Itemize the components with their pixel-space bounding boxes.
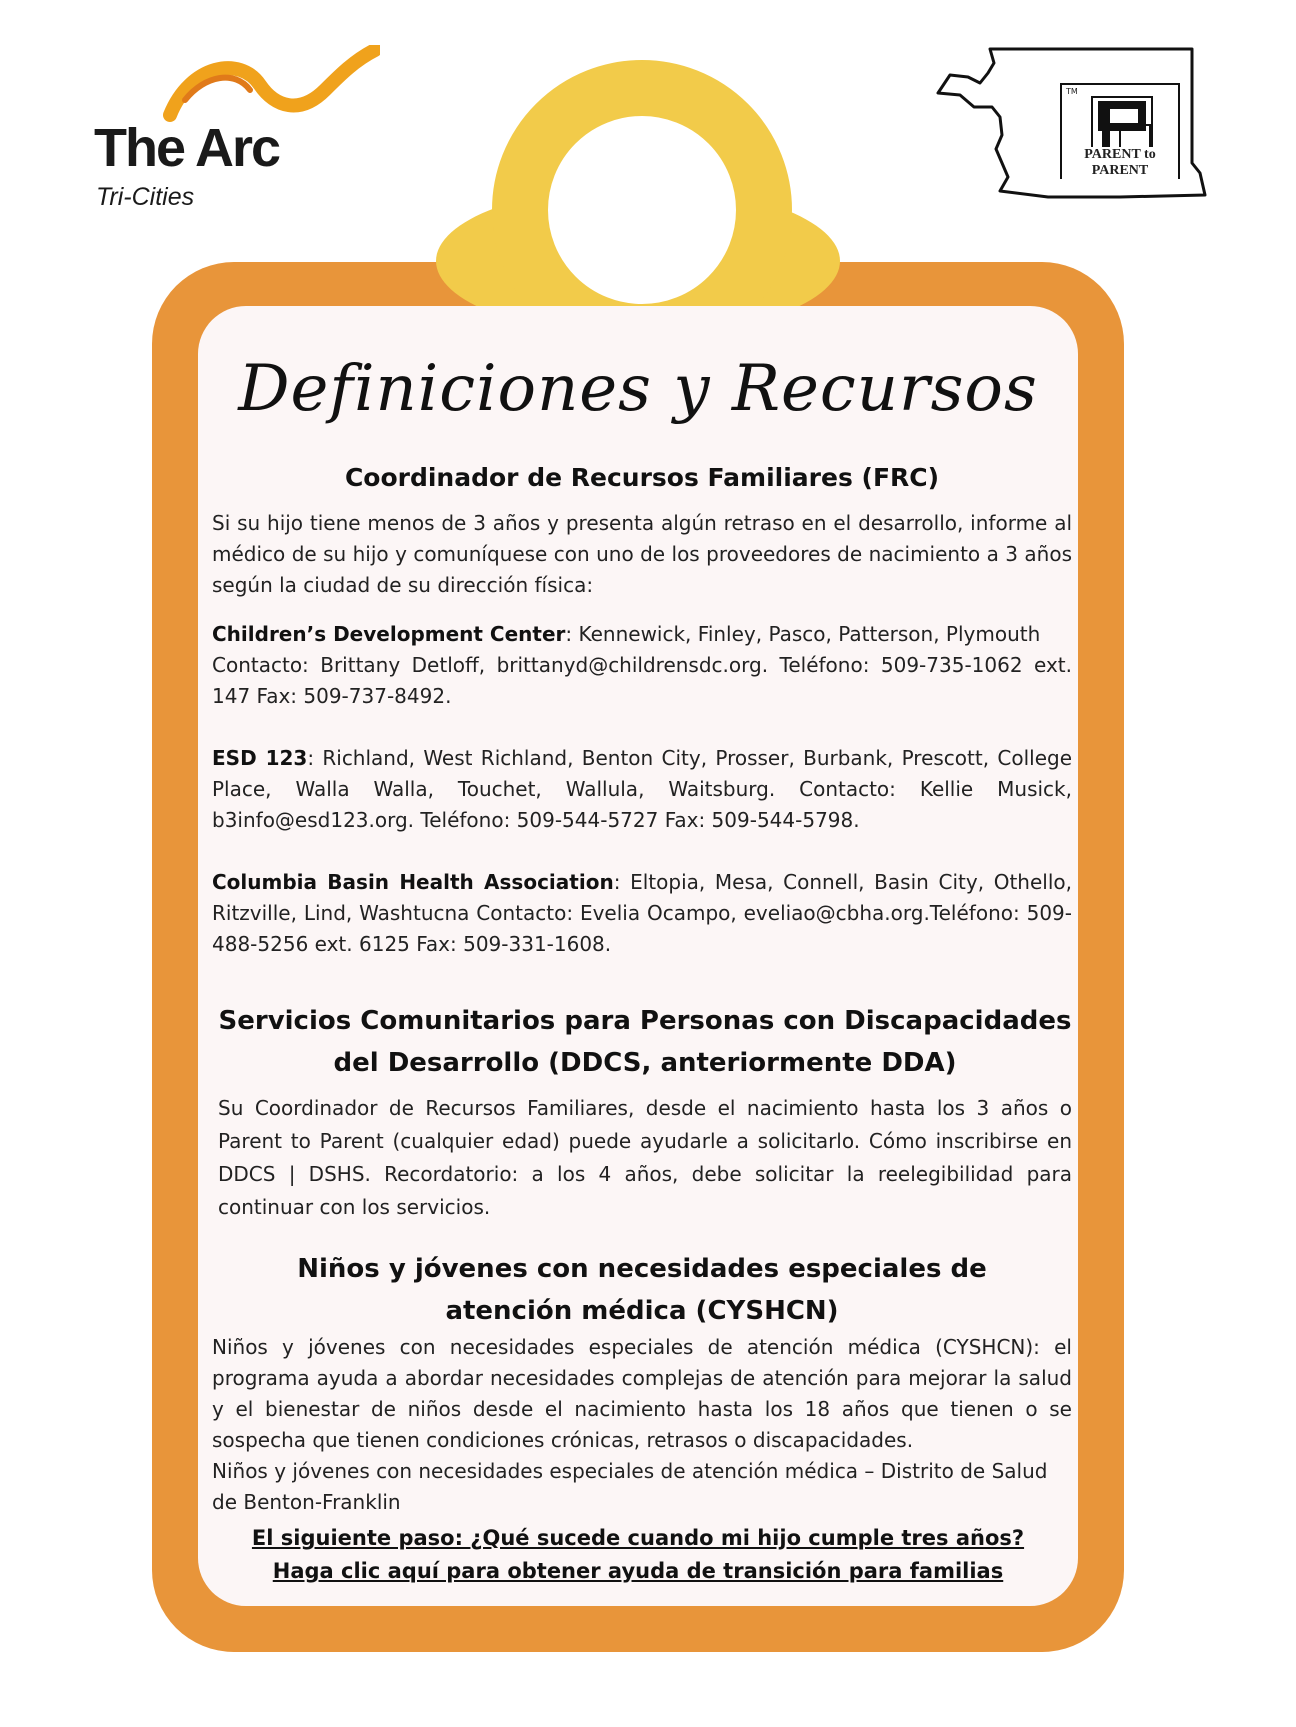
provider-cdc — [212, 619, 1072, 712]
cyshcn-heading-line-2: atención médica (CYSHCN) — [445, 1296, 839, 1326]
ddcs-body: Su Coordinador de Recursos Familiares, desde el nacimiento hasta los 3 años o Parent to Parent (cualquier edad) puede ayudarle a solicitarlo. Cómo inscribirse en DDCS | DSHS. Recordatorio: a los 4 años, debe solicitar la reelegibilidad para continuar con los servicios. — [218, 1096, 1072, 1219]
p2p-trademark: TM — [1066, 87, 1078, 96]
provider-esd — [212, 743, 1072, 836]
next-step-link[interactable]: El siguiente paso: ¿Qué sucede cuando mi hijo cumple tres años? — [251, 1526, 1025, 1550]
cyshcn-section — [212, 1248, 1072, 1518]
arc-logo-name: The Arc — [94, 118, 280, 178]
cyshcn-heading-line-1: Niños y jóvenes con necesidades especiales de — [297, 1254, 987, 1284]
the-arc-logo — [90, 45, 370, 215]
next-step-links — [198, 1522, 1078, 1588]
provider-cdc-name: Children’s Development Center — [212, 622, 566, 646]
frc-heading: Coordinador de Recursos Familiares (FRC) — [344, 463, 940, 492]
ddcs-heading-line-2: del Desarrollo (DDCS, anteriormente DDA) — [333, 1048, 957, 1078]
frc-intro: Si su hijo tiene menos de 3 años y presenta algún retraso en el desarrollo, informe al médico de su hijo y comuníquese con uno de los proveedores de nacimiento a 3 años según la ciudad de su dirección física: — [212, 511, 1072, 597]
p2p-logo-text: PARENT to PARENT — [1062, 147, 1178, 179]
provider-cbha — [212, 867, 1072, 960]
provider-esd-name: ESD 123 — [212, 746, 308, 770]
p2p-p-glyph-icon — [1090, 95, 1154, 151]
page-title: Definiciones y Recursos — [238, 352, 1038, 426]
parent-to-parent-logo — [930, 45, 1210, 210]
transition-help-link[interactable]: Haga clic aquí para obtener ayuda de transición para familias — [272, 1559, 1004, 1583]
provider-esd-details: : Richland, West Richland, Benton City, Prosser, Burbank, Prescott, College Place, Walla Walla, Touchet, Wallula, Waitsburg. Contacto: Kellie Musick, b3info@esd123.org. Teléfono: 509-544-5727 Fax: 509-544-5798. — [212, 746, 1072, 832]
cyshcn-body: Niños y jóvenes con necesidades especiales de atención médica (CYSHCN): el programa ayuda a abordar necesidades complejas de atención para mejorar la salud y el bienestar de niños desde el nacimiento hasta los 18 años que tienen o se sospecha que tienen condiciones crónicas, retrasos o discapacidades. — [212, 1335, 1072, 1452]
ddcs-heading-line-1: Servicios Comunitarios para Personas con Discapacidades — [218, 1006, 1072, 1036]
cyshcn-link-text[interactable]: Niños y jóvenes con necesidades especiales de atención médica – Distrito de Salud de Benton-Franklin — [212, 1459, 1048, 1514]
provider-cdc-contact: Contacto: Brittany Detloff, brittanyd@childrensdc.org. Teléfono: 509-735-1062 ext. 147 Fax: 509-737-8492. — [212, 653, 1072, 708]
p2p-emblem — [1060, 83, 1180, 179]
provider-cdc-cities: : Kennewick, Finley, Pasco, Patterson, Plymouth — [565, 622, 1041, 646]
provider-cbha-name: Columbia Basin Health Association — [212, 870, 614, 894]
frc-section — [212, 460, 1072, 960]
provider-cbha-details: : Eltopia, Mesa, Connell, Basin City, Othello, Ritzville, Lind, Washtucna Contacto: Evelia Ocampo, eveliao@cbha.org.Teléfono: 509-488-5256 ext. 6125 Fax: 509-331-1608. — [212, 870, 1072, 956]
ddcs-section — [218, 1000, 1072, 1224]
arc-logo-location: Tri-Cities — [96, 183, 195, 211]
